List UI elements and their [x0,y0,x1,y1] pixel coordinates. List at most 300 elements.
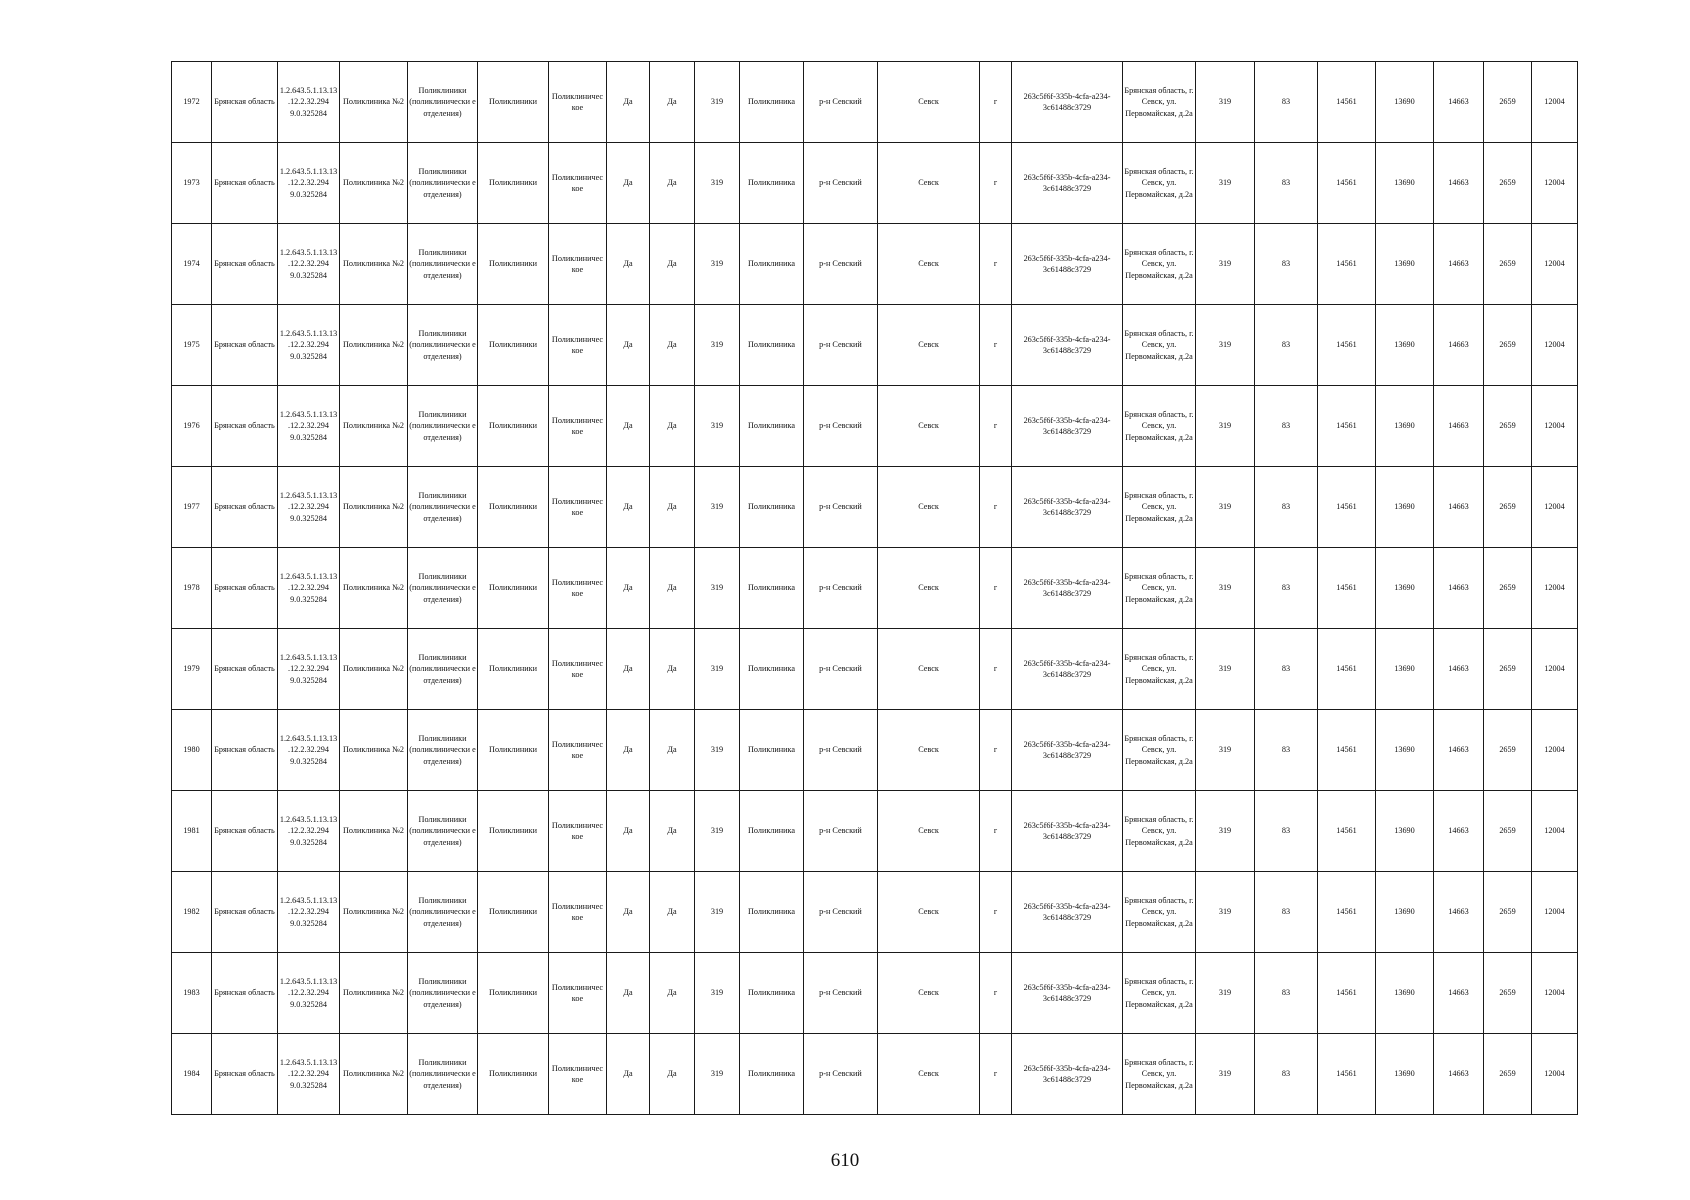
cell-code: 319 [695,791,740,872]
cell-unit-type: Поликлиники (поликлинически е отделения) [408,467,478,548]
cell-building-type: Поликлиника [740,710,804,791]
cell-n5: 14663 [1434,224,1484,305]
cell-city: Севск [878,629,980,710]
cell-n6: 2659 [1484,872,1532,953]
cell-oid: 1.2.643.5.1.13.13.12.2.32.294 9.0.325284 [278,467,340,548]
cell-n6: 2659 [1484,224,1532,305]
registry-table [171,61,1578,1115]
table-row [172,62,1578,143]
cell-n7: 12004 [1532,548,1578,629]
cell-n3: 14561 [1318,1034,1376,1115]
cell-n2: 83 [1255,710,1318,791]
cell-guid: 263c5f6f-335b-4cfa-a234-3c61488c3729 [1012,1034,1123,1115]
cell-flag1: Да [607,467,650,548]
cell-guid: 263c5f6f-335b-4cfa-a234-3c61488c3729 [1012,386,1123,467]
cell-n7: 12004 [1532,467,1578,548]
table-body [172,62,1578,1115]
cell-n4: 13690 [1376,224,1434,305]
table-row [172,548,1578,629]
cell-n1: 319 [1196,224,1255,305]
cell-unit-type: Поликлиники (поликлинически е отделения) [408,305,478,386]
cell-n6: 2659 [1484,467,1532,548]
cell-code: 319 [695,629,740,710]
cell-region: Брянская область [212,710,278,791]
cell-oid: 1.2.643.5.1.13.13.12.2.32.294 9.0.325284 [278,872,340,953]
cell-address: Брянская область, г. Севск, ул. Первомайская, д.2а [1123,62,1196,143]
cell-region: Брянская область [212,791,278,872]
cell-num: 1976 [172,386,212,467]
cell-n6: 2659 [1484,386,1532,467]
cell-n2: 83 [1255,386,1318,467]
cell-unit-kind: Поликлиники [478,791,549,872]
cell-num: 1978 [172,548,212,629]
cell-guid: 263c5f6f-335b-4cfa-a234-3c61488c3729 [1012,143,1123,224]
cell-n4: 13690 [1376,305,1434,386]
cell-city: Севск [878,143,980,224]
cell-code: 319 [695,1034,740,1115]
cell-flag1: Да [607,953,650,1034]
cell-n3: 14561 [1318,548,1376,629]
cell-district: р-н Севский [804,224,878,305]
cell-n5: 14663 [1434,62,1484,143]
cell-unit-kind: Поликлиники [478,386,549,467]
cell-district: р-н Севский [804,548,878,629]
cell-address: Брянская область, г. Севск, ул. Первомайская, д.2а [1123,467,1196,548]
cell-unit-type: Поликлиники (поликлинически е отделения) [408,872,478,953]
cell-n7: 12004 [1532,629,1578,710]
cell-n6: 2659 [1484,710,1532,791]
cell-flag2: Да [650,953,695,1034]
cell-city: Севск [878,710,980,791]
cell-n1: 319 [1196,305,1255,386]
cell-org-name: Поликлиника №2 [340,791,408,872]
cell-settlement-type: г [980,305,1012,386]
cell-settlement-type: г [980,710,1012,791]
cell-flag1: Да [607,710,650,791]
cell-n1: 319 [1196,386,1255,467]
cell-n4: 13690 [1376,143,1434,224]
cell-flag1: Да [607,62,650,143]
cell-city: Севск [878,548,980,629]
cell-city: Севск [878,1034,980,1115]
table-row [172,710,1578,791]
cell-code: 319 [695,710,740,791]
cell-n2: 83 [1255,953,1318,1034]
cell-guid: 263c5f6f-335b-4cfa-a234-3c61488c3729 [1012,629,1123,710]
cell-n5: 14663 [1434,467,1484,548]
cell-org-name: Поликлиника №2 [340,953,408,1034]
cell-district: р-н Севский [804,143,878,224]
cell-address: Брянская область, г. Севск, ул. Первомайская, д.2а [1123,629,1196,710]
cell-region: Брянская область [212,872,278,953]
cell-flag1: Да [607,548,650,629]
cell-num: 1982 [172,872,212,953]
cell-city: Севск [878,305,980,386]
table-row [172,386,1578,467]
cell-n3: 14561 [1318,62,1376,143]
cell-org-name: Поликлиника №2 [340,710,408,791]
cell-org-name: Поликлиника №2 [340,143,408,224]
cell-building-type: Поликлиника [740,629,804,710]
cell-n7: 12004 [1532,62,1578,143]
cell-district: р-н Севский [804,62,878,143]
cell-region: Брянская область [212,467,278,548]
cell-unit-kind: Поликлиники [478,467,549,548]
cell-n5: 14663 [1434,710,1484,791]
cell-building-type: Поликлиника [740,548,804,629]
cell-address: Брянская область, г. Севск, ул. Первомайская, д.2а [1123,872,1196,953]
cell-n4: 13690 [1376,953,1434,1034]
cell-n4: 13690 [1376,386,1434,467]
cell-region: Брянская область [212,224,278,305]
cell-n3: 14561 [1318,224,1376,305]
cell-district: р-н Севский [804,710,878,791]
cell-code: 319 [695,224,740,305]
cell-address: Брянская область, г. Севск, ул. Первомайская, д.2а [1123,1034,1196,1115]
cell-unit-profile: Поликлиничес кое [549,791,607,872]
cell-building-type: Поликлиника [740,224,804,305]
cell-code: 319 [695,143,740,224]
cell-region: Брянская область [212,62,278,143]
cell-n2: 83 [1255,467,1318,548]
cell-n7: 12004 [1532,305,1578,386]
cell-org-name: Поликлиника №2 [340,386,408,467]
cell-n1: 319 [1196,1034,1255,1115]
cell-district: р-н Севский [804,467,878,548]
cell-flag2: Да [650,224,695,305]
cell-org-name: Поликлиника №2 [340,467,408,548]
cell-settlement-type: г [980,629,1012,710]
cell-num: 1973 [172,143,212,224]
cell-unit-type: Поликлиники (поликлинически е отделения) [408,548,478,629]
cell-oid: 1.2.643.5.1.13.13.12.2.32.294 9.0.325284 [278,710,340,791]
cell-unit-profile: Поликлиничес кое [549,386,607,467]
cell-n4: 13690 [1376,467,1434,548]
cell-oid: 1.2.643.5.1.13.13.12.2.32.294 9.0.325284 [278,143,340,224]
cell-flag2: Да [650,386,695,467]
cell-unit-type: Поликлиники (поликлинически е отделения) [408,62,478,143]
cell-unit-profile: Поликлиничес кое [549,872,607,953]
cell-n6: 2659 [1484,548,1532,629]
cell-unit-profile: Поликлиничес кое [549,1034,607,1115]
cell-district: р-н Севский [804,872,878,953]
cell-city: Севск [878,386,980,467]
cell-district: р-н Севский [804,386,878,467]
cell-n6: 2659 [1484,953,1532,1034]
cell-unit-profile: Поликлиничес кое [549,143,607,224]
cell-unit-type: Поликлиники (поликлинически е отделения) [408,629,478,710]
cell-n3: 14561 [1318,953,1376,1034]
cell-unit-profile: Поликлиничес кое [549,548,607,629]
cell-district: р-н Севский [804,791,878,872]
cell-org-name: Поликлиника №2 [340,629,408,710]
cell-building-type: Поликлиника [740,386,804,467]
cell-flag2: Да [650,872,695,953]
table-row [172,791,1578,872]
cell-unit-kind: Поликлиники [478,953,549,1034]
cell-unit-kind: Поликлиники [478,143,549,224]
cell-unit-type: Поликлиники (поликлинически е отделения) [408,791,478,872]
cell-address: Брянская область, г. Севск, ул. Первомайская, д.2а [1123,386,1196,467]
cell-num: 1975 [172,305,212,386]
cell-unit-profile: Поликлиничес кое [549,629,607,710]
cell-code: 319 [695,386,740,467]
cell-n2: 83 [1255,305,1318,386]
cell-address: Брянская область, г. Севск, ул. Первомайская, д.2а [1123,548,1196,629]
table-row [172,143,1578,224]
cell-unit-profile: Поликлиничес кое [549,224,607,305]
cell-num: 1980 [172,710,212,791]
cell-building-type: Поликлиника [740,791,804,872]
table-row [172,629,1578,710]
cell-settlement-type: г [980,224,1012,305]
cell-city: Севск [878,953,980,1034]
cell-oid: 1.2.643.5.1.13.13.12.2.32.294 9.0.325284 [278,224,340,305]
cell-n5: 14663 [1434,1034,1484,1115]
cell-flag2: Да [650,629,695,710]
table-row [172,467,1578,548]
cell-n5: 14663 [1434,143,1484,224]
cell-n2: 83 [1255,629,1318,710]
cell-org-name: Поликлиника №2 [340,872,408,953]
cell-n3: 14561 [1318,872,1376,953]
cell-flag2: Да [650,1034,695,1115]
cell-n1: 319 [1196,791,1255,872]
cell-city: Севск [878,62,980,143]
cell-n1: 319 [1196,710,1255,791]
cell-unit-kind: Поликлиники [478,710,549,791]
cell-unit-type: Поликлиники (поликлинически е отделения) [408,224,478,305]
cell-flag1: Да [607,872,650,953]
cell-n4: 13690 [1376,629,1434,710]
cell-flag2: Да [650,305,695,386]
cell-guid: 263c5f6f-335b-4cfa-a234-3c61488c3729 [1012,791,1123,872]
cell-flag2: Да [650,467,695,548]
cell-guid: 263c5f6f-335b-4cfa-a234-3c61488c3729 [1012,548,1123,629]
cell-region: Брянская область [212,143,278,224]
cell-unit-kind: Поликлиники [478,1034,549,1115]
cell-oid: 1.2.643.5.1.13.13.12.2.32.294 9.0.325284 [278,305,340,386]
cell-n1: 319 [1196,548,1255,629]
cell-building-type: Поликлиника [740,143,804,224]
cell-n5: 14663 [1434,548,1484,629]
cell-unit-kind: Поликлиники [478,224,549,305]
cell-unit-kind: Поликлиники [478,305,549,386]
cell-building-type: Поликлиника [740,62,804,143]
cell-city: Севск [878,467,980,548]
cell-region: Брянская область [212,386,278,467]
table-row [172,1034,1578,1115]
cell-building-type: Поликлиника [740,305,804,386]
cell-unit-type: Поликлиники (поликлинически е отделения) [408,710,478,791]
cell-n3: 14561 [1318,467,1376,548]
cell-district: р-н Севский [804,629,878,710]
cell-org-name: Поликлиника №2 [340,305,408,386]
cell-unit-type: Поликлиники (поликлинически е отделения) [408,953,478,1034]
cell-n6: 2659 [1484,62,1532,143]
cell-address: Брянская область, г. Севск, ул. Первомайская, д.2а [1123,143,1196,224]
cell-org-name: Поликлиника №2 [340,224,408,305]
cell-n3: 14561 [1318,629,1376,710]
cell-region: Брянская область [212,1034,278,1115]
cell-n1: 319 [1196,629,1255,710]
cell-settlement-type: г [980,143,1012,224]
cell-flag1: Да [607,629,650,710]
cell-settlement-type: г [980,467,1012,548]
cell-org-name: Поликлиника №2 [340,62,408,143]
cell-district: р-н Севский [804,953,878,1034]
table-row [172,224,1578,305]
cell-code: 319 [695,953,740,1034]
cell-unit-kind: Поликлиники [478,548,549,629]
cell-n3: 14561 [1318,386,1376,467]
cell-org-name: Поликлиника №2 [340,548,408,629]
cell-address: Брянская область, г. Севск, ул. Первомайская, д.2а [1123,791,1196,872]
cell-n4: 13690 [1376,62,1434,143]
cell-n3: 14561 [1318,143,1376,224]
cell-n5: 14663 [1434,386,1484,467]
cell-flag2: Да [650,710,695,791]
cell-address: Брянская область, г. Севск, ул. Первомайская, д.2а [1123,953,1196,1034]
cell-flag2: Да [650,548,695,629]
cell-n2: 83 [1255,1034,1318,1115]
cell-code: 319 [695,872,740,953]
cell-oid: 1.2.643.5.1.13.13.12.2.32.294 9.0.325284 [278,791,340,872]
cell-n7: 12004 [1532,953,1578,1034]
cell-unit-kind: Поликлиники [478,62,549,143]
cell-n2: 83 [1255,62,1318,143]
cell-oid: 1.2.643.5.1.13.13.12.2.32.294 9.0.325284 [278,953,340,1034]
cell-district: р-н Севский [804,1034,878,1115]
cell-n1: 319 [1196,953,1255,1034]
cell-oid: 1.2.643.5.1.13.13.12.2.32.294 9.0.325284 [278,386,340,467]
cell-guid: 263c5f6f-335b-4cfa-a234-3c61488c3729 [1012,953,1123,1034]
cell-guid: 263c5f6f-335b-4cfa-a234-3c61488c3729 [1012,872,1123,953]
cell-settlement-type: г [980,953,1012,1034]
cell-n5: 14663 [1434,872,1484,953]
cell-n4: 13690 [1376,1034,1434,1115]
cell-flag2: Да [650,143,695,224]
cell-address: Брянская область, г. Севск, ул. Первомайская, д.2а [1123,305,1196,386]
cell-city: Севск [878,224,980,305]
cell-n4: 13690 [1376,872,1434,953]
cell-unit-kind: Поликлиники [478,629,549,710]
cell-unit-profile: Поликлиничес кое [549,710,607,791]
cell-guid: 263c5f6f-335b-4cfa-a234-3c61488c3729 [1012,305,1123,386]
cell-address: Брянская область, г. Севск, ул. Первомайская, д.2а [1123,224,1196,305]
cell-oid: 1.2.643.5.1.13.13.12.2.32.294 9.0.325284 [278,629,340,710]
cell-n6: 2659 [1484,1034,1532,1115]
cell-city: Севск [878,791,980,872]
cell-region: Брянская область [212,305,278,386]
cell-building-type: Поликлиника [740,953,804,1034]
cell-unit-profile: Поликлиничес кое [549,467,607,548]
cell-region: Брянская область [212,629,278,710]
cell-guid: 263c5f6f-335b-4cfa-a234-3c61488c3729 [1012,710,1123,791]
cell-n5: 14663 [1434,629,1484,710]
cell-n4: 13690 [1376,548,1434,629]
cell-n4: 13690 [1376,791,1434,872]
cell-num: 1974 [172,224,212,305]
cell-code: 319 [695,305,740,386]
cell-n6: 2659 [1484,305,1532,386]
cell-code: 319 [695,548,740,629]
cell-n3: 14561 [1318,710,1376,791]
cell-guid: 263c5f6f-335b-4cfa-a234-3c61488c3729 [1012,467,1123,548]
cell-num: 1972 [172,62,212,143]
cell-flag1: Да [607,143,650,224]
cell-n7: 12004 [1532,143,1578,224]
cell-n6: 2659 [1484,629,1532,710]
cell-unit-type: Поликлиники (поликлинически е отделения) [408,143,478,224]
cell-building-type: Поликлиника [740,872,804,953]
cell-n7: 12004 [1532,1034,1578,1115]
cell-oid: 1.2.643.5.1.13.13.12.2.32.294 9.0.325284 [278,1034,340,1115]
cell-n4: 13690 [1376,710,1434,791]
cell-n1: 319 [1196,467,1255,548]
cell-n1: 319 [1196,872,1255,953]
cell-flag1: Да [607,1034,650,1115]
cell-settlement-type: г [980,872,1012,953]
cell-region: Брянская область [212,953,278,1034]
cell-oid: 1.2.643.5.1.13.13.12.2.32.294 9.0.325284 [278,548,340,629]
cell-n7: 12004 [1532,386,1578,467]
cell-unit-profile: Поликлиничес кое [549,953,607,1034]
cell-num: 1984 [172,1034,212,1115]
cell-building-type: Поликлиника [740,1034,804,1115]
cell-district: р-н Севский [804,305,878,386]
cell-flag1: Да [607,791,650,872]
cell-n6: 2659 [1484,791,1532,872]
cell-n3: 14561 [1318,791,1376,872]
cell-unit-type: Поликлиники (поликлинически е отделения) [408,386,478,467]
cell-n5: 14663 [1434,953,1484,1034]
cell-flag2: Да [650,791,695,872]
cell-code: 319 [695,467,740,548]
cell-num: 1983 [172,953,212,1034]
page-number: 610 [830,1150,860,1171]
cell-flag1: Да [607,224,650,305]
cell-num: 1979 [172,629,212,710]
cell-unit-type: Поликлиники (поликлинически е отделения) [408,1034,478,1115]
cell-n7: 12004 [1532,872,1578,953]
cell-settlement-type: г [980,791,1012,872]
cell-n2: 83 [1255,872,1318,953]
cell-settlement-type: г [980,386,1012,467]
cell-n2: 83 [1255,224,1318,305]
cell-n1: 319 [1196,143,1255,224]
cell-code: 319 [695,62,740,143]
cell-n2: 83 [1255,143,1318,224]
cell-region: Брянская область [212,548,278,629]
cell-unit-kind: Поликлиники [478,872,549,953]
cell-settlement-type: г [980,62,1012,143]
cell-n1: 319 [1196,62,1255,143]
cell-flag1: Да [607,386,650,467]
cell-guid: 263c5f6f-335b-4cfa-a234-3c61488c3729 [1012,62,1123,143]
cell-n5: 14663 [1434,305,1484,386]
cell-oid: 1.2.643.5.1.13.13.12.2.32.294 9.0.325284 [278,62,340,143]
cell-org-name: Поликлиника №2 [340,1034,408,1115]
cell-n2: 83 [1255,548,1318,629]
cell-guid: 263c5f6f-335b-4cfa-a234-3c61488c3729 [1012,224,1123,305]
cell-flag2: Да [650,62,695,143]
table-row [172,872,1578,953]
cell-n7: 12004 [1532,710,1578,791]
cell-n7: 12004 [1532,791,1578,872]
cell-n6: 2659 [1484,143,1532,224]
cell-n3: 14561 [1318,305,1376,386]
